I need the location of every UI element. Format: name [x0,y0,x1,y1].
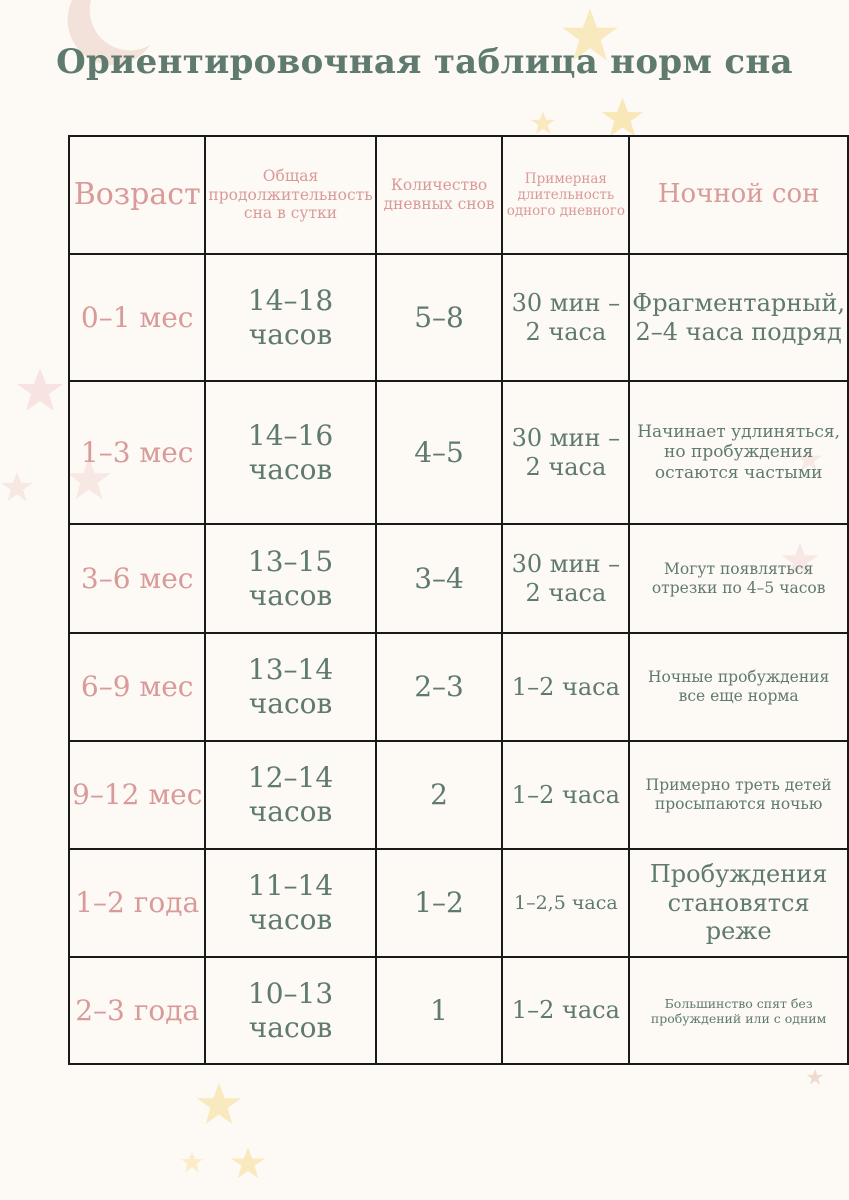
table-row [69,849,848,957]
total-cell: 14–16 часов [205,381,375,524]
night-cell: Начинает удлиняться, но пробуждения остаются частыми [629,381,848,524]
table-row [69,957,848,1064]
age-cell: 0–1 мес [69,254,205,381]
age-cell: 1–3 мес [69,381,205,524]
moon-icon [760,1060,849,1170]
table-header-row [69,136,848,254]
star-icon [15,365,65,415]
total-cell: 13–15 часов [205,524,375,633]
total-cell: 13–14 часов [205,633,375,741]
age-cell: 3–6 мес [69,524,205,633]
total-cell: 10–13 часов [205,957,375,1064]
total-cell: 11–14 часов [205,849,375,957]
page-title: Ориентировочная таблица норм сна [56,42,793,82]
nap-duration-cell: 30 мин – 2 часа [502,524,629,633]
naps-cell: 5–8 [376,254,503,381]
star-icon [180,1150,204,1174]
header-nap-duration: Примерная длительность одного дневного [502,136,629,254]
header-age: Возраст [69,136,205,254]
header-total: Общая продолжительность сна в сутки [205,136,375,254]
naps-cell: 2–3 [376,633,503,741]
naps-cell: 1 [376,957,503,1064]
header-night: Ночной сон [629,136,848,254]
nap-duration-cell: 1–2 часа [502,957,629,1064]
night-cell: Большинство спят без пробуждений или с одним [629,957,848,1064]
night-cell: Фрагментарный, 2–4 часа подряд [629,254,848,381]
age-cell: 9–12 мес [69,741,205,849]
night-cell: Могут появляться отрезки по 4–5 часов [629,524,848,633]
age-cell: 1–2 года [69,849,205,957]
naps-cell: 2 [376,741,503,849]
header-naps-count: Количество дневных снов [376,136,503,254]
nap-duration-cell: 1–2 часа [502,633,629,741]
table-row [69,524,848,633]
night-cell: Примерно треть детей просыпаются ночью [629,741,848,849]
table-row [69,741,848,849]
naps-cell: 1–2 [376,849,503,957]
table-row [69,633,848,741]
total-cell: 14–18 часов [205,254,375,381]
nap-duration-cell: 30 мин – 2 часа [502,254,629,381]
nap-duration-cell: 1–2 часа [502,741,629,849]
star-icon [0,470,34,504]
star-icon [230,1145,266,1181]
night-cell: Пробуждения становятся реже [629,849,848,957]
star-icon [806,1068,824,1086]
total-cell: 12–14 часов [205,741,375,849]
night-cell: Ночные пробуждения все еще норма [629,633,848,741]
star-icon [530,110,556,136]
table-row [69,381,848,524]
star-icon [600,95,645,140]
age-cell: 2–3 года [69,957,205,1064]
naps-cell: 4–5 [376,381,503,524]
table-row [69,254,848,381]
age-cell: 6–9 мес [69,633,205,741]
nap-duration-cell: 1–2,5 часа [502,849,629,957]
naps-cell: 3–4 [376,524,503,633]
sleep-norms-table [68,135,849,1065]
nap-duration-cell: 30 мин – 2 часа [502,381,629,524]
star-icon [195,1080,243,1128]
